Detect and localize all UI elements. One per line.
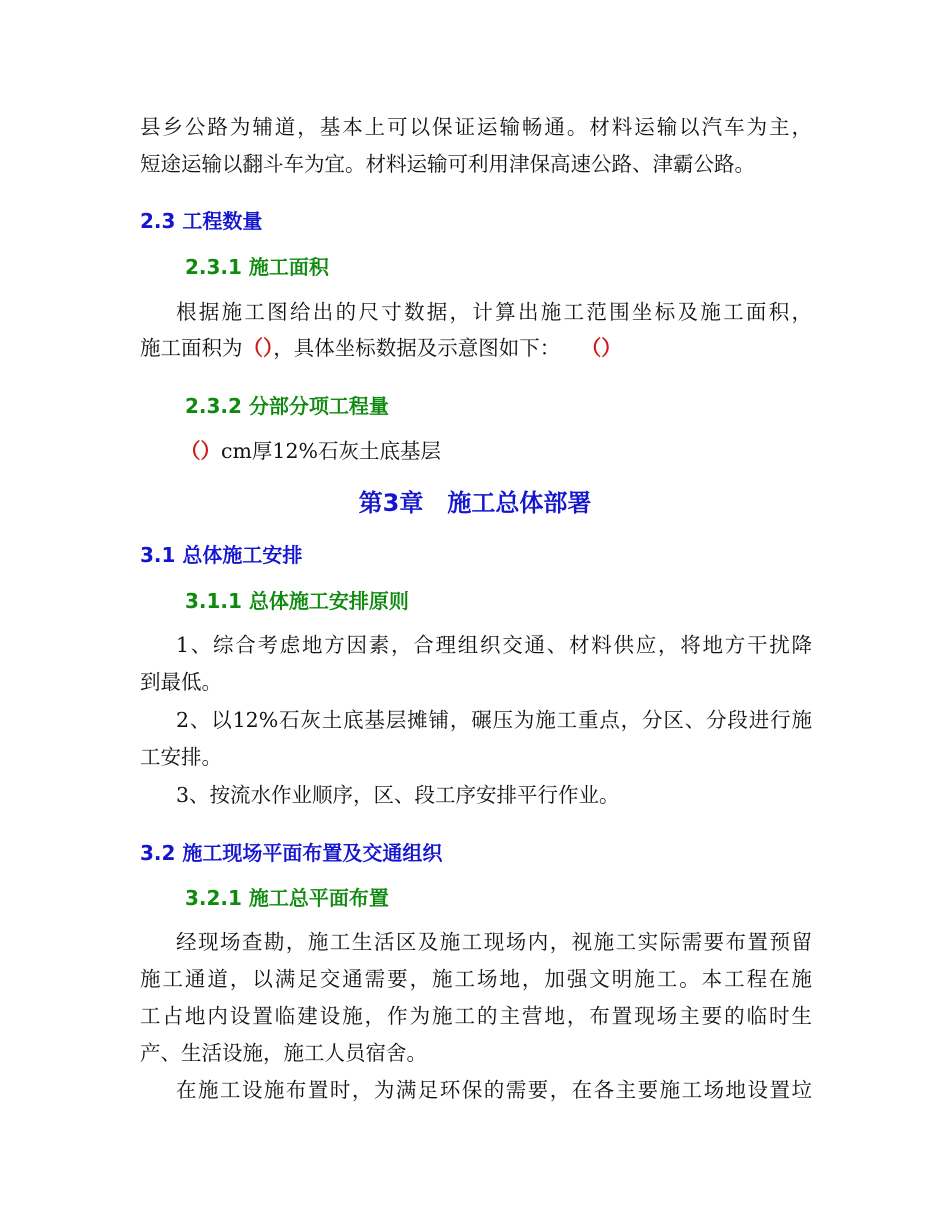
section-heading-3-2: 3.2 施工现场平面布置及交通组织 bbox=[140, 841, 443, 865]
list-item-line: 1、综合考虑地方因素，合理组织交通、材料供应，将地方干扰降 bbox=[176, 633, 812, 657]
fill-blank: （） bbox=[580, 336, 622, 360]
list-item-line: 3、按流水作业顺序，区、段工序安排平行作业。 bbox=[176, 783, 620, 807]
paragraph-line: 县乡公路为辅道，基本上可以保证运输畅通。材料运输以汽车为主， bbox=[140, 115, 812, 139]
list-item-line: 工安排。 bbox=[140, 745, 222, 769]
subsection-heading-2-3-1: 2.3.1 施工面积 bbox=[185, 255, 329, 279]
subsection-heading-2-3-2: 2.3.2 分部分项工程量 bbox=[185, 394, 389, 418]
paragraph-line-with-blanks bbox=[140, 331, 812, 365]
list-item-line: 到最低。 bbox=[140, 670, 222, 694]
paragraph-line: 根据施工图给出的尺寸数据，计算出施工范围坐标及施工面积， bbox=[176, 300, 812, 324]
text-segment: ，具体坐标数据及示意图如下： bbox=[273, 336, 561, 360]
paragraph-line: 产、生活设施，施工人员宿舍。 bbox=[140, 1041, 427, 1065]
section-heading-2-3: 2.3 工程数量 bbox=[140, 209, 263, 233]
subsection-heading-3-2-1: 3.2.1 施工总平面布置 bbox=[185, 886, 389, 910]
paragraph-line: 经现场查勘，施工生活区及施工现场内，视施工实际需要布置预留 bbox=[176, 930, 812, 954]
paragraph-line: 工占地内设置临建设施，作为施工的主营地，布置现场主要的临时生 bbox=[140, 1004, 812, 1028]
paragraph-line: 短途运输以翻斗车为宜。材料运输可利用津保高速公路、津霸公路。 bbox=[140, 152, 755, 176]
fill-blank: （） bbox=[180, 439, 221, 463]
chapter-number: 第3章 bbox=[358, 489, 424, 517]
subsection-heading-3-1-1: 3.1.1 总体施工安排原则 bbox=[185, 589, 409, 613]
chapter-title: 施工总体部署 bbox=[447, 489, 592, 517]
text-segment: 施工面积为 bbox=[140, 336, 243, 360]
chapter-heading bbox=[0, 483, 950, 523]
list-item-line: 2、以12%石灰土底基层摊铺，碾压为施工重点，分区、分段进行施 bbox=[176, 708, 812, 732]
paragraph-line: 在施工设施布置时，为满足环保的需要，在各主要施工场地设置垃 bbox=[176, 1078, 812, 1102]
text-segment: cm厚12%石灰土底基层 bbox=[221, 439, 441, 463]
paragraph-line: 施工通道，以满足交通需要，施工场地，加强文明施工。本工程在施 bbox=[140, 967, 812, 991]
quantity-line bbox=[180, 434, 852, 468]
fill-blank: （） bbox=[242, 336, 274, 360]
section-heading-3-1: 3.1 总体施工安排 bbox=[140, 543, 303, 567]
